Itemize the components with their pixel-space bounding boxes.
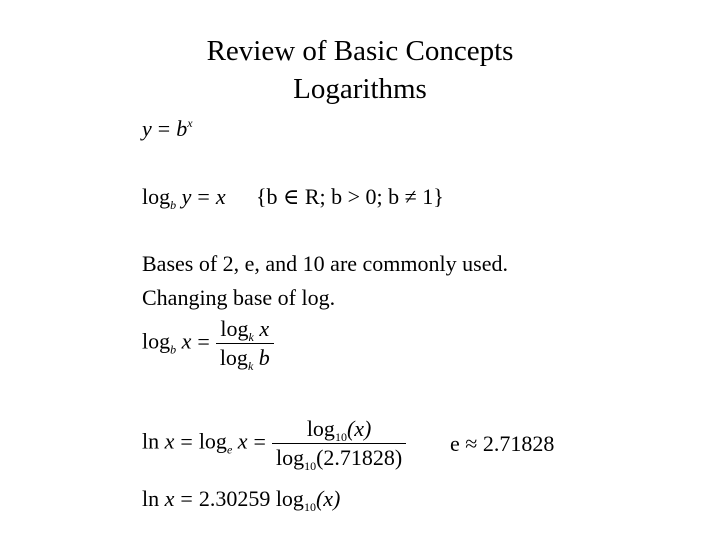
equals-sign: = <box>157 116 171 141</box>
log-base-k: k <box>247 359 254 373</box>
log-base-b: b <box>170 342 177 357</box>
fraction <box>272 416 406 473</box>
equation-exponential <box>142 118 193 140</box>
var-y: y <box>181 184 192 209</box>
var-b: b <box>258 345 270 370</box>
equals-sign: = <box>197 184 210 209</box>
title-line-2: Logarithms <box>293 73 427 105</box>
argument: (x) <box>315 486 341 511</box>
equation-log-definition <box>142 184 226 212</box>
equals-sign: = <box>197 328 210 354</box>
equation-ln-numeric <box>142 486 341 514</box>
equals-sign: = <box>253 428 266 454</box>
text-common-bases: Bases of 2, e, and 10 are commonly used. <box>142 251 508 276</box>
denominator <box>216 344 274 373</box>
log-fn: log <box>142 184 171 209</box>
var-x: x <box>237 428 248 454</box>
title-line-1: Review of Basic Concepts <box>206 35 514 67</box>
argument: (x) <box>346 416 372 441</box>
var-x: x <box>215 184 226 209</box>
denominator <box>272 444 406 473</box>
var-x: x <box>181 328 192 354</box>
coefficient: 2.30259 <box>198 486 271 511</box>
base-condition: {b ∈ R; b > 0; b ≠ 1} <box>256 184 444 209</box>
log-base: b <box>170 198 177 212</box>
log-fn: log <box>198 428 227 454</box>
log-fn: log <box>275 445 305 470</box>
log-fn: log <box>219 345 248 370</box>
fraction <box>216 316 274 373</box>
equation-natural-log <box>142 416 406 473</box>
argument: (2.71828) <box>316 445 403 470</box>
equals-sign: = <box>180 486 193 511</box>
var-x: x <box>164 486 175 511</box>
log-fn: log <box>275 486 304 511</box>
var-y: y <box>142 116 152 141</box>
log-fn: log <box>220 316 249 341</box>
numerator <box>272 418 406 444</box>
log-base-k: k <box>248 330 254 344</box>
ln-fn: ln <box>142 486 160 511</box>
equation-change-of-base <box>142 316 274 373</box>
numerator <box>216 318 274 344</box>
log-base-10: 10 <box>303 500 316 514</box>
var-b: b <box>176 116 188 141</box>
var-x: x <box>259 316 270 341</box>
text-changing-base: Changing base of log. <box>142 285 336 310</box>
equals-sign: = <box>180 428 193 454</box>
var-x: x <box>164 428 175 454</box>
log-fn: log <box>306 416 335 441</box>
log-base-e: e <box>226 442 233 457</box>
e-approximation: e ≈ 2.71828 <box>450 431 555 456</box>
ln-fn: ln <box>142 428 160 454</box>
log-fn: log <box>142 328 171 354</box>
log-base-10: 10 <box>334 430 347 444</box>
log-base-10: 10 <box>304 459 317 473</box>
exponent-x: x <box>187 116 193 130</box>
